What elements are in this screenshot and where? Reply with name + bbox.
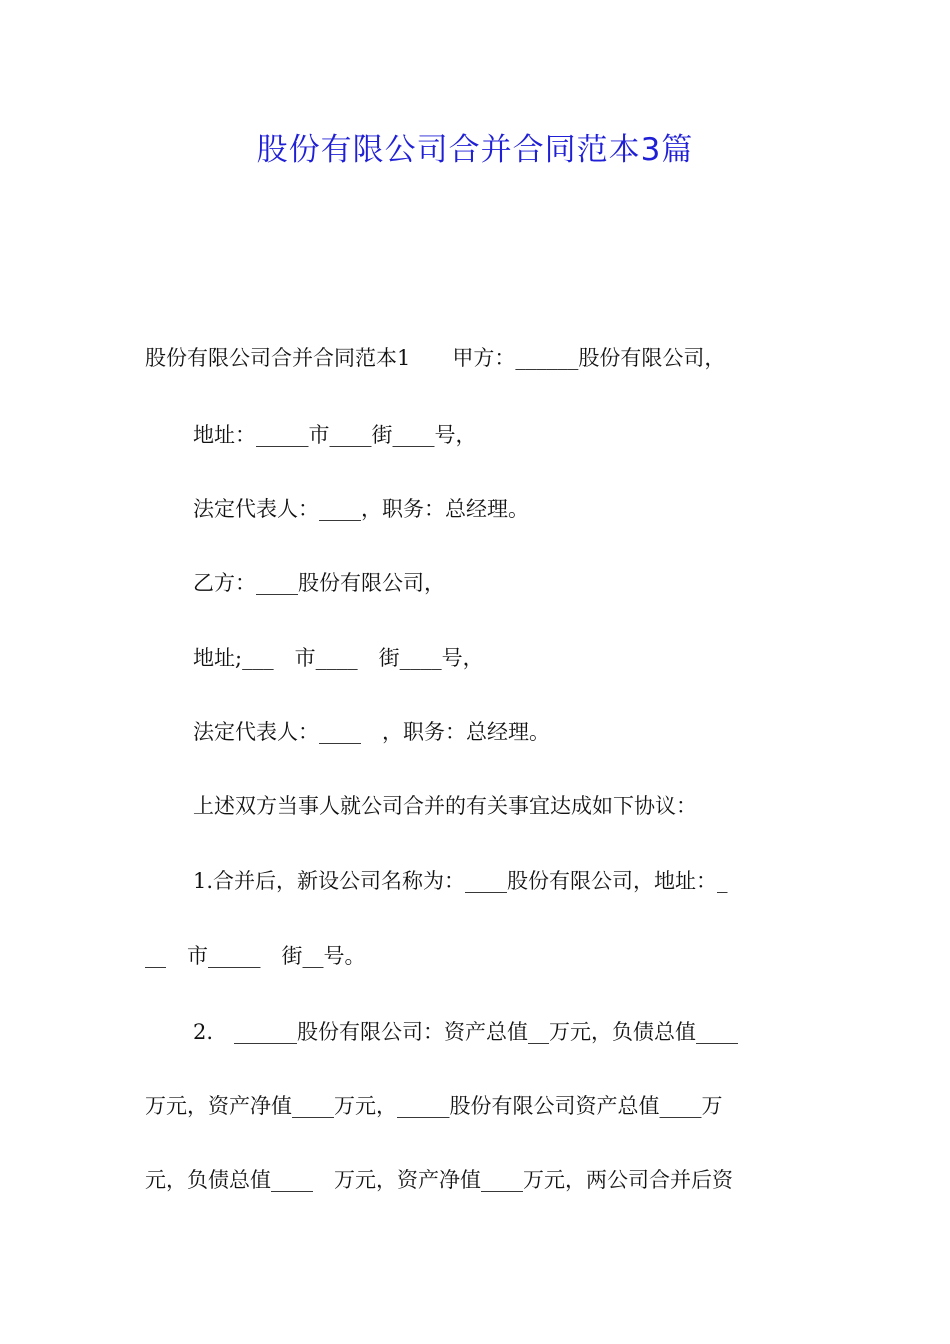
text-line: 法定代表人：____ ，职务：总经理。: [193, 720, 550, 744]
text-line: 上述双方当事人就公司合并的有关事宜达成如下协议：: [193, 794, 697, 818]
text-line: 法定代表人：____，职务：总经理。: [193, 497, 529, 521]
document-title: 股份有限公司合并合同范本3篇: [256, 132, 694, 168]
text-line: 元，负债总值____ 万元，资产净值____万元，两公司合并后资: [145, 1168, 733, 1192]
text-line: 1.合并后，新设公司名称为：____股份有限公司，地址：_: [193, 869, 728, 893]
text-line: __ 市_____ 街__号。: [145, 944, 366, 968]
text-line: 万元，资产净值____万元，_____股份有限公司资产总值____万: [145, 1094, 723, 1118]
text-line: 股份有限公司合并合同范本1 甲方：______股份有限公司，: [145, 346, 726, 370]
text-line: 地址;___ 市____ 街____号，: [193, 646, 484, 670]
text-line: 地址：_____市____街____号，: [193, 423, 477, 447]
text-line: 乙方：____股份有限公司，: [193, 571, 445, 595]
text-line: 2. ______股份有限公司：资产总值__万元，负债总值____: [193, 1020, 739, 1044]
